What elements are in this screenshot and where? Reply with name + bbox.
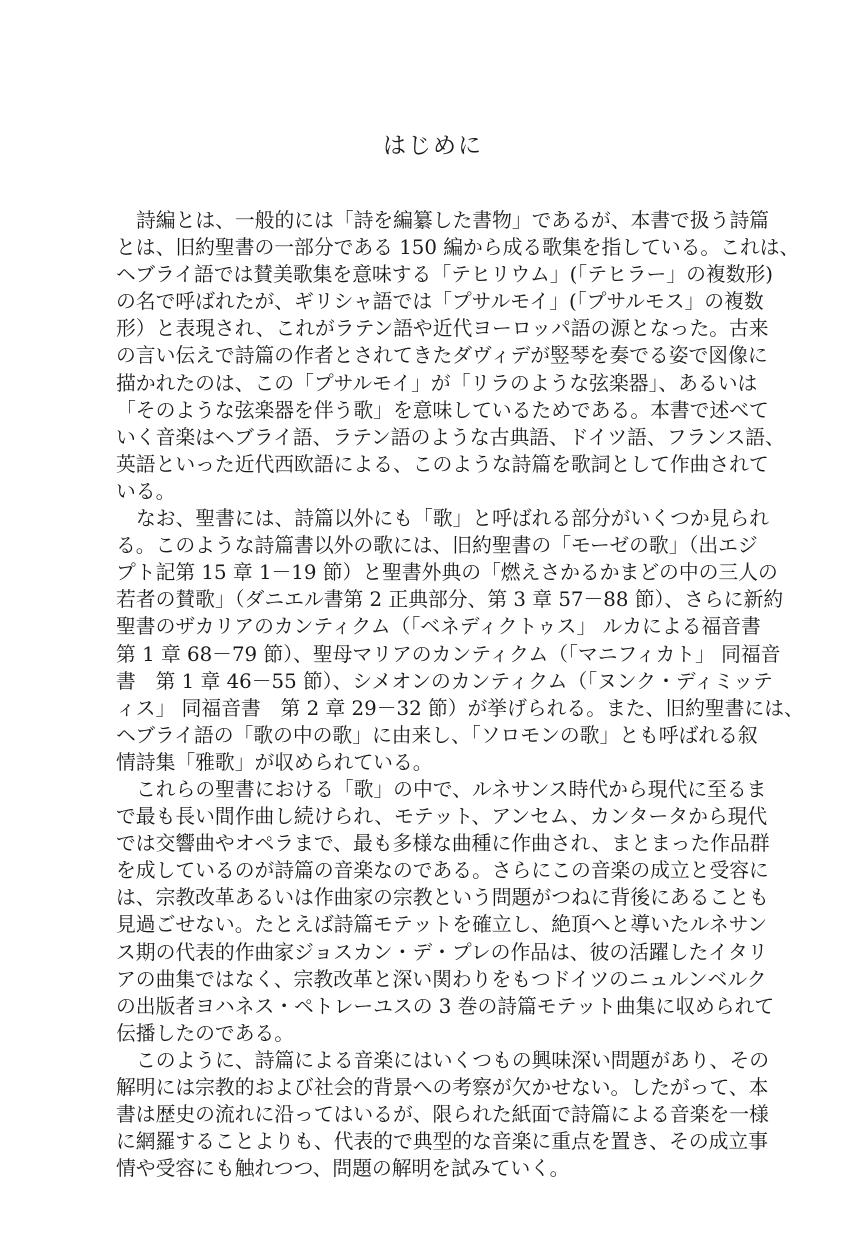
text-line: ヘブライ語の「歌の中の歌」に由来し、「ソロモンの歌」とも呼ばれる叙 [116,723,758,747]
page-title: はじめに [383,133,483,159]
text-line: で最も長い間作曲し続けられ、モテット、アンセム、カンタータから現代 [116,805,768,829]
text-line: これらの聖書における「歌」の中で、ルネサンス時代から現代に至るま [136,777,767,801]
text-line: は、宗教改革あるいは作曲家の宗教という問題がつねに背後にあることも [116,886,769,910]
text-line: 若者の賛歌」（ダニエル書第 2 正典部分、第 3 章 57－88 節）、さらに新約 [116,588,784,612]
paragraph-2 [116,505,804,776]
text-line: このように、詩篇による音楽にはいくつもの興味深い問題があり、その [136,1048,770,1072]
text-line: いく音楽はヘブライ語、ラテン語のような古典語、ドイツ語、フランス語、 [116,425,785,449]
text-line: ィス」 同福音書 第 2 章 29－32 節）が挙げられる。また、旧約聖書には、 [116,696,804,720]
paragraph-4 [116,1047,770,1182]
text-line: の名で呼ばれたが、ギリシャ語では「プサルモイ」(「プサルモス」の複数 [116,290,764,314]
text-line: 第 1 章 68－79 節）、聖母マリアのカンティクム（「マニフィカト」 同福音 [116,642,781,666]
text-line: に網羅することよりも、代表的で典型的な音楽に重点を置き、その成立事 [116,1130,768,1154]
text-line: 描かれたのは、この「プサルモイ」が「リラのような弦楽器」、あるいは [116,371,758,395]
text-line: いる。 [116,479,176,503]
text-line: 書 第 1 章 46－55 節）、シメオンのカンティクム（「ヌンク・ディミッテ [116,669,773,693]
text-line: アの曲集ではなく、宗教改革と深い関わりをもつドイツのニュルンベルク [116,967,767,991]
body-text [116,207,804,1182]
text-line: 英語といった近代西欧語による、このような詩篇を歌詞として作曲されて [116,452,769,476]
paragraph-3 [116,776,775,1047]
text-line: とは、旧約聖書の一部分である 150 編から成る歌集を指している。これは、 [116,236,800,260]
text-line: プト記第 15 章 1－19 節）と聖書外典の「燃えさかるかまどの中の三人の [116,561,778,585]
text-line: の言い伝えで詩篇の作者とされてきたダヴィデが竪琴を奏でる姿で図像に [116,344,768,368]
text-line: の出版者ヨハネス・ペトレーユスの 3 巻の詩篇モテット曲集に収められて [116,994,775,1018]
text-line: 形）と表現され、これがラテン語や近代ヨーロッパ語の源となった。古来 [116,317,769,341]
text-line: ス期の代表的作曲家ジョスカン・デ・プレの作品は、彼の活躍したイタリ [116,940,768,964]
text-line: る。このような詩篇書以外の歌には、旧約聖書の「モーゼの歌」（出エジ [116,534,758,558]
text-line: 情や受容にも触れつつ、問題の解明を試みていく。 [116,1157,570,1181]
text-line: 情詩集「雅歌」が収められている。 [116,750,433,774]
text-line: 解明には宗教的および社会的背景への考察が欠かせない。したがって、本 [116,1076,769,1099]
text-line: では交響曲やオペラまで、最も多様な曲種に作曲され、まとまった作品群 [116,832,770,856]
text-line: 伝播したのである。 [116,1021,295,1045]
text-line: 詩編とは、一般的には「詩を編纂した書物」であるが、本書で扱う詩篇 [136,209,770,232]
paragraph-1 [116,207,800,505]
text-line: 「そのような弦楽器を伴う歌」を意味しているためである。本書で述べて [116,398,769,422]
text-line: ヘブライ語では賛美歌集を意味する「テヒリウム」(「テヒラー」の複数形) [116,263,773,287]
text-line: なお、聖書には、詩篇以外にも「歌」と呼ばれる部分がいくつか見られ [136,507,770,531]
text-line: 書は歴史の流れに沿ってはいるが、限られた紙面で詩篇による音楽を一様 [116,1103,769,1127]
text-line: 見過ごせない。たとえば詩篇モテットを確立し、絶頂へと導いたルネサン [116,913,768,937]
text-line: を成しているのが詩篇の音楽なのである。さらにこの音楽の成立と受容に [116,859,769,883]
text-line: 聖書のザカリアのカンティクム（「ベネディクトゥス」 ルカによる福音書 [116,615,761,639]
